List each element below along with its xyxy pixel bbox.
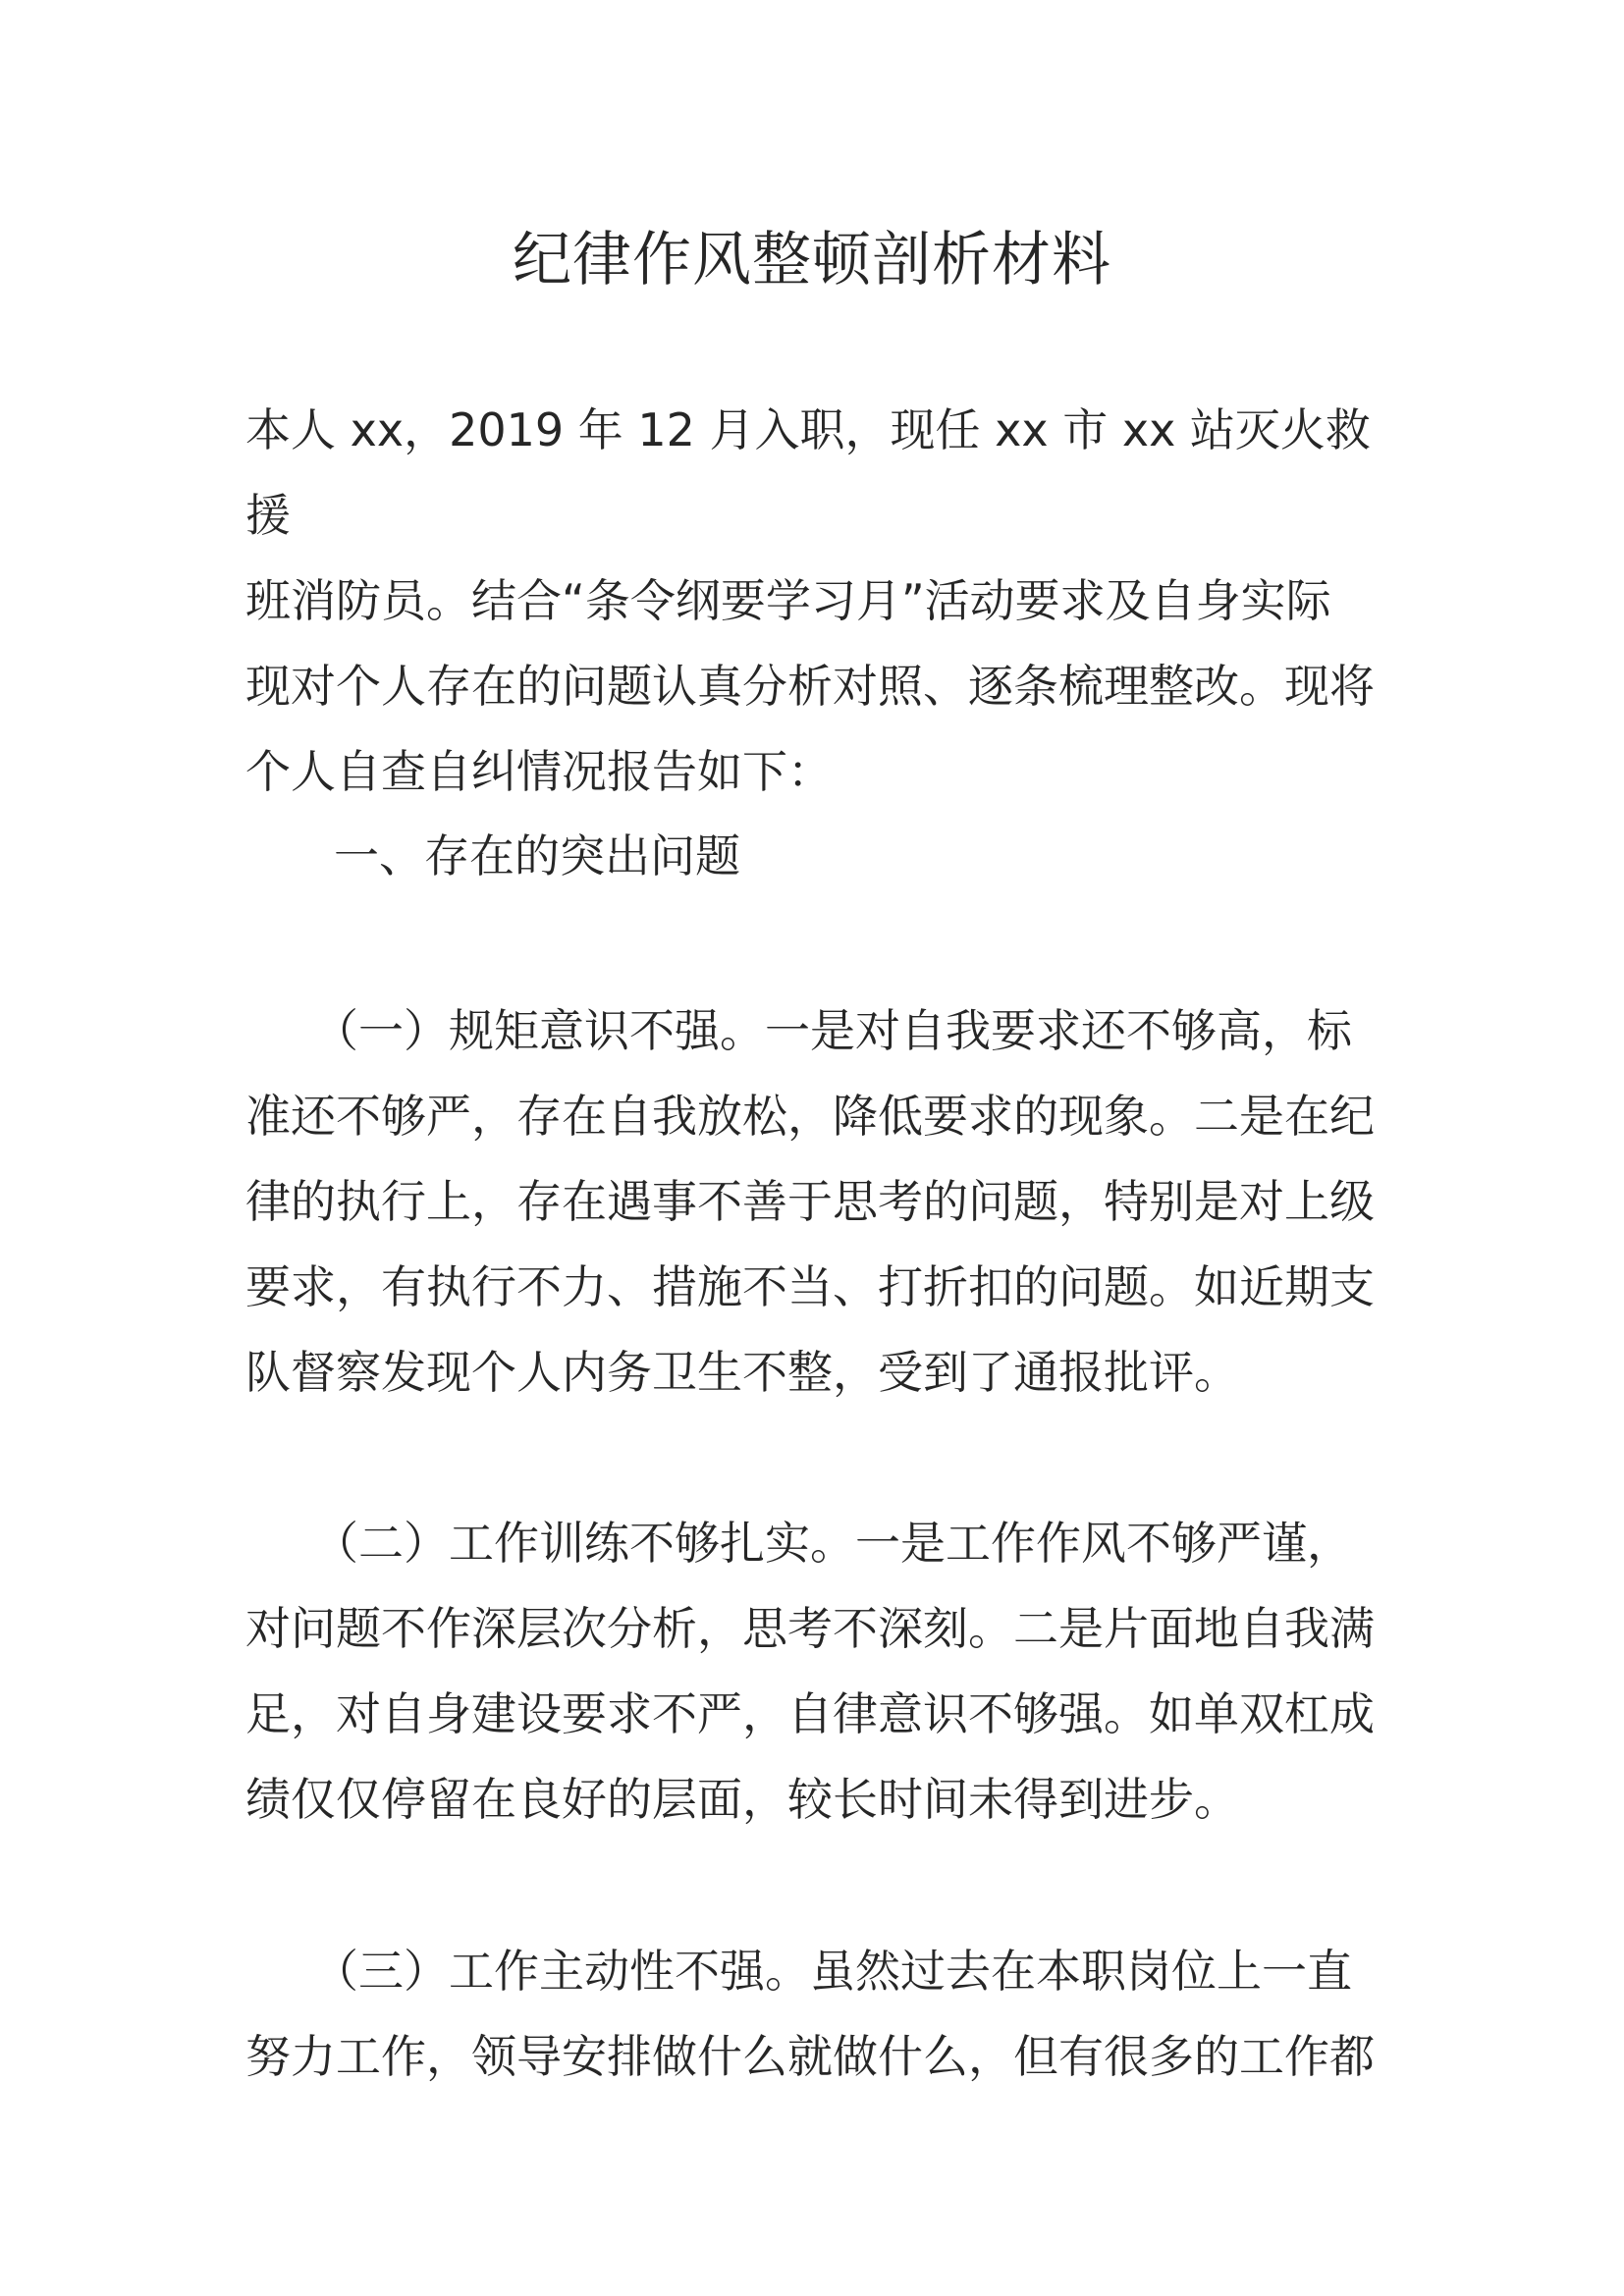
section-heading: 一、存在的突出问题 — [334, 829, 740, 882]
problem-paragraph-3: （三）工作主动性不强。虽然过去在本职岗位上一直 努力工作，领导安排做什么就做什么，但有很多的工作都 — [245, 1945, 1375, 2083]
problem-paragraph-1: （一）规矩意识不强。一是对自我要求还不够高，标 准还不够严，存在自我放松，降低要求的现象。二是在纪 律的执行上，存在遇事不善于思考的问题，特别是对上级 要求，有执行不力、措施不当、打折扣的问题。如近期支 队督察发现个人内务卫生不整，受到了通报批评。 — [245, 1004, 1375, 1399]
document-title: 纪律作风整顿剖析材料 — [513, 226, 1111, 294]
intro-paragraph: 本人 xx，2019 年 12 月入职，现任 xx 市 xx 站灭火救援 班消防员。结合“条令纲要学习月”活动要求及自身实际 现对个人存在的问题认真分析对照、逐条梳理整改。现将 个人自查自纠情况报告如下： — [245, 403, 1375, 798]
problem-paragraph-2: （二）工作训练不够扎实。一是工作作风不够严谨， 对问题不作深层次分析，思考不深刻。二是片面地自我满 足，对自身建设要求不严，自律意识不够强。如单双杠成 绩仅仅停留在良好的层面，较长时间未得到进步。 — [245, 1517, 1375, 1826]
